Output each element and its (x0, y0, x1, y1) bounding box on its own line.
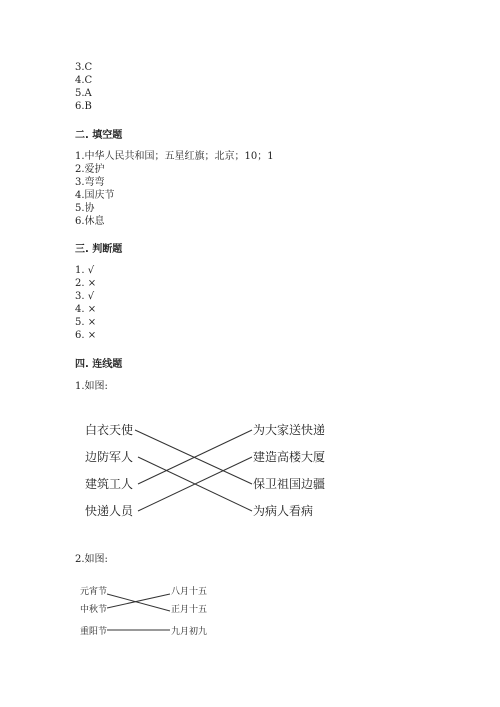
section3-answer-4: 4. × (75, 304, 97, 315)
figure1-right-3: 保卫祖国边疆 (253, 477, 326, 491)
figure2-label: 2.如图: (75, 554, 108, 565)
section2-answer-6: 6.休息 (75, 216, 105, 227)
section3-answer-1: 1. √ (75, 265, 95, 276)
section2-answer-2: 2.爱护 (75, 164, 105, 175)
section1-answer-3: 3.C (75, 62, 93, 73)
figure1-right-1: 为大家送快递 (253, 423, 326, 437)
matching-figure-1 (0, 415, 500, 525)
figure1-right-2: 建造高楼大厦 (253, 450, 326, 464)
section3-title: 三. 判断题 (75, 244, 123, 255)
section2-answer-3: 3.弯弯 (75, 177, 105, 188)
figure2-right-3: 九月初九 (171, 627, 208, 637)
section2-answer-4: 4.国庆节 (75, 190, 115, 201)
figure1-left-1: 白衣天使 (85, 423, 134, 437)
section3-answer-5: 5. × (75, 317, 97, 328)
section3-answer-2: 2. × (75, 278, 97, 289)
section1-answer-5: 5.A (75, 88, 92, 99)
figure1-left-4: 快递人员 (85, 504, 134, 518)
figure2-left-3: 重阳节 (80, 627, 108, 637)
figure2-left-2: 中秋节 (80, 605, 108, 615)
section2-title: 二. 填空题 (75, 130, 123, 141)
figure1-right-4: 为病人看病 (253, 504, 314, 518)
figure1-left-2: 边防军人 (85, 450, 134, 464)
section4-title: 四. 连线题 (75, 359, 123, 370)
section3-answer-3: 3. √ (75, 291, 95, 302)
section1-answer-4: 4.C (75, 75, 93, 86)
figure1-left-3: 建筑工人 (85, 477, 134, 491)
figure1-label: 1.如图: (75, 381, 108, 392)
figure2-right-1: 八月十五 (171, 587, 208, 597)
section1-answer-6: 6.B (75, 101, 92, 112)
section3-answer-6: 6. × (75, 330, 97, 341)
section2-answer-5: 5.协 (75, 203, 95, 214)
matching-figure-2 (0, 580, 500, 640)
figure2-left-1: 元宵节 (80, 587, 108, 597)
section2-answer-1: 1.中华人民共和国；五星红旗；北京；10；1 (75, 151, 274, 162)
figure2-right-2: 正月十五 (171, 605, 208, 615)
